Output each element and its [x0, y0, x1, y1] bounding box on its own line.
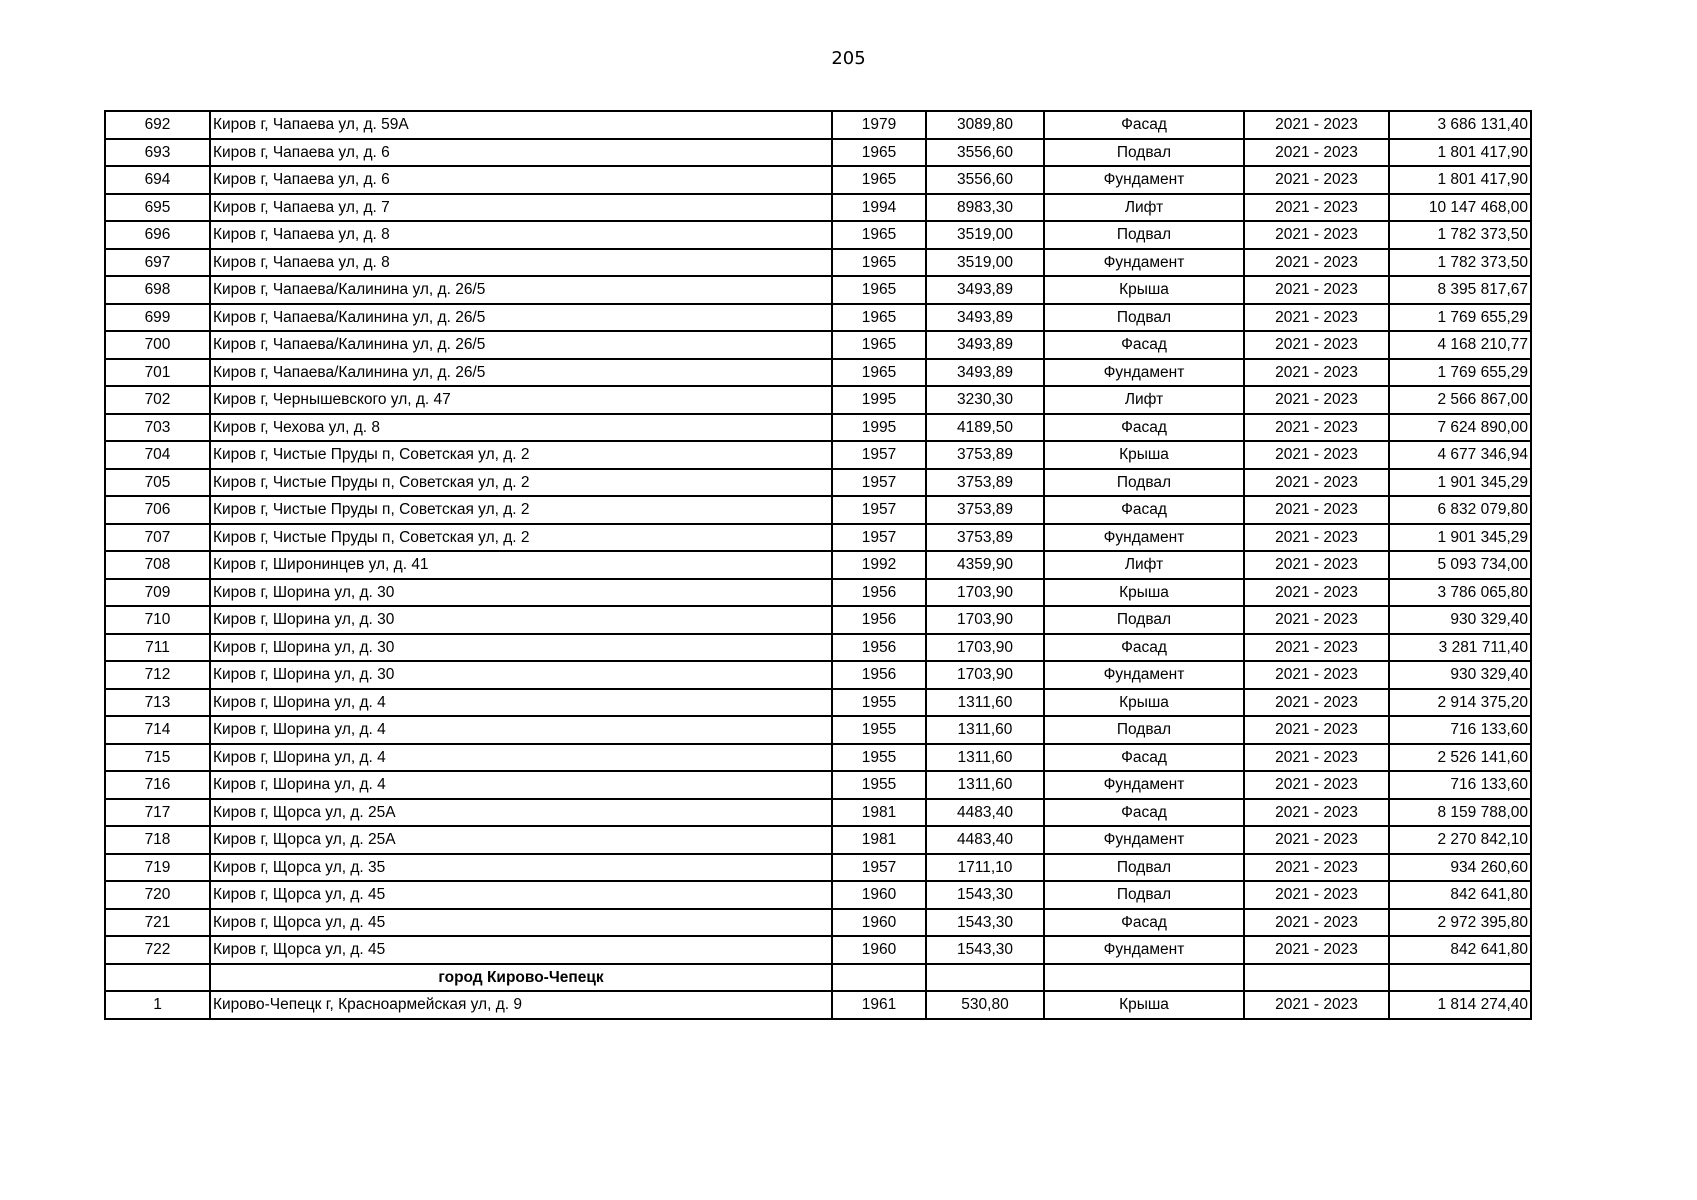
address-cell: Киров г, Шорина ул, д. 4	[210, 744, 832, 772]
row-number: 705	[105, 469, 210, 497]
work-type-cell: Фундамент	[1044, 524, 1244, 552]
cost-cell: 1 801 417,90	[1389, 166, 1531, 194]
table-row	[105, 634, 1531, 662]
year-built-cell: 1956	[832, 579, 926, 607]
address-cell: Киров г, Чапаева ул, д. 8	[210, 249, 832, 277]
cost-cell: 1 769 655,29	[1389, 304, 1531, 332]
cost-cell: 842 641,80	[1389, 881, 1531, 909]
row-number: 699	[105, 304, 210, 332]
year-built-cell: 1957	[832, 524, 926, 552]
period-cell: 2021 - 2023	[1244, 909, 1389, 937]
work-type-cell: Фасад	[1044, 909, 1244, 937]
year-built-cell: 1965	[832, 139, 926, 167]
table-row	[105, 991, 1531, 1019]
cost-cell: 8 395 817,67	[1389, 276, 1531, 304]
area-cell: 1311,60	[926, 689, 1044, 717]
address-cell: Киров г, Чапаева ул, д. 8	[210, 221, 832, 249]
cost-cell: 716 133,60	[1389, 771, 1531, 799]
address-cell: Киров г, Шорина ул, д. 30	[210, 579, 832, 607]
period-cell: 2021 - 2023	[1244, 496, 1389, 524]
table-row	[105, 689, 1531, 717]
row-number: 693	[105, 139, 210, 167]
area-cell: 1703,90	[926, 606, 1044, 634]
period-cell: 2021 - 2023	[1244, 441, 1389, 469]
address-cell: Киров г, Шорина ул, д. 30	[210, 606, 832, 634]
empty-cell	[832, 964, 926, 992]
row-number: 722	[105, 936, 210, 964]
row-number: 703	[105, 414, 210, 442]
row-number: 1	[105, 991, 210, 1019]
work-type-cell: Фундамент	[1044, 661, 1244, 689]
work-type-cell: Крыша	[1044, 991, 1244, 1019]
table-row	[105, 551, 1531, 579]
row-number: 704	[105, 441, 210, 469]
work-type-cell: Фундамент	[1044, 166, 1244, 194]
table-row	[105, 194, 1531, 222]
period-cell: 2021 - 2023	[1244, 331, 1389, 359]
cost-cell: 3 281 711,40	[1389, 634, 1531, 662]
address-cell: Киров г, Шорина ул, д. 4	[210, 771, 832, 799]
year-built-cell: 1956	[832, 606, 926, 634]
period-cell: 2021 - 2023	[1244, 881, 1389, 909]
work-type-cell: Подвал	[1044, 716, 1244, 744]
table-row	[105, 524, 1531, 552]
area-cell: 3753,89	[926, 441, 1044, 469]
area-cell: 1311,60	[926, 771, 1044, 799]
address-cell: Киров г, Чапаева/Калинина ул, д. 26/5	[210, 276, 832, 304]
period-cell: 2021 - 2023	[1244, 111, 1389, 139]
address-cell: Киров г, Чистые Пруды п, Советская ул, д. 2	[210, 469, 832, 497]
row-number: 711	[105, 634, 210, 662]
year-built-cell: 1957	[832, 496, 926, 524]
work-type-cell: Фасад	[1044, 634, 1244, 662]
table-row	[105, 221, 1531, 249]
work-type-cell: Подвал	[1044, 606, 1244, 634]
period-cell: 2021 - 2023	[1244, 166, 1389, 194]
address-cell: Киров г, Шорина ул, д. 30	[210, 634, 832, 662]
year-built-cell: 1955	[832, 689, 926, 717]
row-number: 700	[105, 331, 210, 359]
table-row	[105, 414, 1531, 442]
row-number: 712	[105, 661, 210, 689]
cost-cell: 1 901 345,29	[1389, 524, 1531, 552]
cost-cell: 2 566 867,00	[1389, 386, 1531, 414]
area-cell: 3519,00	[926, 249, 1044, 277]
work-type-cell: Фасад	[1044, 744, 1244, 772]
row-number: 713	[105, 689, 210, 717]
area-cell: 3753,89	[926, 524, 1044, 552]
table-row	[105, 799, 1531, 827]
address-cell: Кирово-Чепецк г, Красноармейская ул, д. 9	[210, 991, 832, 1019]
period-cell: 2021 - 2023	[1244, 854, 1389, 882]
area-cell: 1703,90	[926, 661, 1044, 689]
period-cell: 2021 - 2023	[1244, 249, 1389, 277]
row-number: 697	[105, 249, 210, 277]
cost-cell: 6 832 079,80	[1389, 496, 1531, 524]
work-type-cell: Фасад	[1044, 496, 1244, 524]
address-cell: Киров г, Щорса ул, д. 45	[210, 909, 832, 937]
row-number: 714	[105, 716, 210, 744]
empty-cell	[1044, 964, 1244, 992]
work-type-cell: Подвал	[1044, 221, 1244, 249]
year-built-cell: 1961	[832, 991, 926, 1019]
period-cell: 2021 - 2023	[1244, 716, 1389, 744]
period-cell: 2021 - 2023	[1244, 551, 1389, 579]
work-type-cell: Лифт	[1044, 386, 1244, 414]
address-cell: Киров г, Щорса ул, д. 35	[210, 854, 832, 882]
work-type-cell: Подвал	[1044, 304, 1244, 332]
table-row	[105, 249, 1531, 277]
cost-cell: 930 329,40	[1389, 606, 1531, 634]
area-cell: 3556,60	[926, 166, 1044, 194]
year-built-cell: 1957	[832, 469, 926, 497]
cost-cell: 1 814 274,40	[1389, 991, 1531, 1019]
empty-cell	[1244, 964, 1389, 992]
work-type-cell: Подвал	[1044, 881, 1244, 909]
work-type-cell: Фундамент	[1044, 359, 1244, 387]
period-cell: 2021 - 2023	[1244, 771, 1389, 799]
cost-cell: 1 801 417,90	[1389, 139, 1531, 167]
work-type-cell: Лифт	[1044, 551, 1244, 579]
work-type-cell: Подвал	[1044, 469, 1244, 497]
cost-cell: 10 147 468,00	[1389, 194, 1531, 222]
area-cell: 4359,90	[926, 551, 1044, 579]
period-cell: 2021 - 2023	[1244, 194, 1389, 222]
area-cell: 1711,10	[926, 854, 1044, 882]
table-row	[105, 661, 1531, 689]
year-built-cell: 1956	[832, 634, 926, 662]
row-number: 694	[105, 166, 210, 194]
row-number: 698	[105, 276, 210, 304]
cost-cell: 2 972 395,80	[1389, 909, 1531, 937]
address-cell: Киров г, Чистые Пруды п, Советская ул, д. 2	[210, 496, 832, 524]
area-cell: 1703,90	[926, 634, 1044, 662]
row-number: 715	[105, 744, 210, 772]
cost-cell: 3 786 065,80	[1389, 579, 1531, 607]
year-built-cell: 1965	[832, 221, 926, 249]
work-type-cell: Подвал	[1044, 854, 1244, 882]
row-number: 701	[105, 359, 210, 387]
row-number: 719	[105, 854, 210, 882]
cost-cell: 2 914 375,20	[1389, 689, 1531, 717]
work-type-cell: Фасад	[1044, 331, 1244, 359]
table-row	[105, 496, 1531, 524]
row-number: 716	[105, 771, 210, 799]
cost-cell: 930 329,40	[1389, 661, 1531, 689]
table-row	[105, 936, 1531, 964]
address-cell: Киров г, Чернышевского ул, д. 47	[210, 386, 832, 414]
table-row	[105, 139, 1531, 167]
year-built-cell: 1965	[832, 276, 926, 304]
area-cell: 3230,30	[926, 386, 1044, 414]
cost-cell: 4 168 210,77	[1389, 331, 1531, 359]
address-cell: Киров г, Чехова ул, д. 8	[210, 414, 832, 442]
table-row	[105, 744, 1531, 772]
table-row	[105, 579, 1531, 607]
year-built-cell: 1957	[832, 854, 926, 882]
period-cell: 2021 - 2023	[1244, 634, 1389, 662]
address-cell: Киров г, Шорина ул, д. 4	[210, 689, 832, 717]
period-cell: 2021 - 2023	[1244, 579, 1389, 607]
period-cell: 2021 - 2023	[1244, 826, 1389, 854]
address-cell: Киров г, Чапаева ул, д. 7	[210, 194, 832, 222]
year-built-cell: 1956	[832, 661, 926, 689]
address-cell: Киров г, Шорина ул, д. 30	[210, 661, 832, 689]
repair-schedule-table	[104, 110, 1532, 1020]
year-built-cell: 1995	[832, 414, 926, 442]
row-number: 692	[105, 111, 210, 139]
work-type-cell: Фасад	[1044, 799, 1244, 827]
period-cell: 2021 - 2023	[1244, 386, 1389, 414]
work-type-cell: Фасад	[1044, 111, 1244, 139]
row-number: 720	[105, 881, 210, 909]
row-number: 717	[105, 799, 210, 827]
table-row	[105, 771, 1531, 799]
row-number: 721	[105, 909, 210, 937]
period-cell: 2021 - 2023	[1244, 304, 1389, 332]
cost-cell: 2 526 141,60	[1389, 744, 1531, 772]
area-cell: 1543,30	[926, 936, 1044, 964]
period-cell: 2021 - 2023	[1244, 276, 1389, 304]
work-type-cell: Фундамент	[1044, 771, 1244, 799]
address-cell: Киров г, Чапаева/Калинина ул, д. 26/5	[210, 304, 832, 332]
year-built-cell: 1955	[832, 744, 926, 772]
work-type-cell: Фундамент	[1044, 249, 1244, 277]
row-number: 709	[105, 579, 210, 607]
address-cell: Киров г, Щорса ул, д. 25А	[210, 826, 832, 854]
area-cell: 3493,89	[926, 276, 1044, 304]
address-cell: Киров г, Чистые Пруды п, Советская ул, д. 2	[210, 441, 832, 469]
area-cell: 3753,89	[926, 496, 1044, 524]
row-number: 708	[105, 551, 210, 579]
year-built-cell: 1965	[832, 359, 926, 387]
cost-cell: 3 686 131,40	[1389, 111, 1531, 139]
cost-cell: 1 901 345,29	[1389, 469, 1531, 497]
table-row	[105, 111, 1531, 139]
year-built-cell: 1981	[832, 826, 926, 854]
period-cell: 2021 - 2023	[1244, 606, 1389, 634]
table-row	[105, 331, 1531, 359]
table-row	[105, 826, 1531, 854]
table-row	[105, 469, 1531, 497]
period-cell: 2021 - 2023	[1244, 524, 1389, 552]
address-cell: Киров г, Чапаева/Калинина ул, д. 26/5	[210, 359, 832, 387]
table-row	[105, 441, 1531, 469]
period-cell: 2021 - 2023	[1244, 991, 1389, 1019]
cost-cell: 842 641,80	[1389, 936, 1531, 964]
cost-cell: 8 159 788,00	[1389, 799, 1531, 827]
area-cell: 1311,60	[926, 744, 1044, 772]
table-row	[105, 881, 1531, 909]
year-built-cell: 1960	[832, 881, 926, 909]
area-cell: 1543,30	[926, 881, 1044, 909]
area-cell: 3493,89	[926, 331, 1044, 359]
address-cell: Киров г, Чапаева ул, д. 59А	[210, 111, 832, 139]
area-cell: 3556,60	[926, 139, 1044, 167]
table-row	[105, 359, 1531, 387]
period-cell: 2021 - 2023	[1244, 139, 1389, 167]
cost-cell: 1 769 655,29	[1389, 359, 1531, 387]
area-cell: 1311,60	[926, 716, 1044, 744]
section-header-row	[105, 964, 1531, 992]
table-row	[105, 304, 1531, 332]
row-number: 695	[105, 194, 210, 222]
area-cell: 1703,90	[926, 579, 1044, 607]
area-cell: 8983,30	[926, 194, 1044, 222]
area-cell: 3519,00	[926, 221, 1044, 249]
empty-cell	[926, 964, 1044, 992]
year-built-cell: 1981	[832, 799, 926, 827]
table-row	[105, 166, 1531, 194]
area-cell: 4483,40	[926, 826, 1044, 854]
table-row	[105, 386, 1531, 414]
empty-cell	[105, 964, 210, 992]
area-cell: 3753,89	[926, 469, 1044, 497]
row-number: 706	[105, 496, 210, 524]
work-type-cell: Крыша	[1044, 276, 1244, 304]
area-cell: 4483,40	[926, 799, 1044, 827]
address-cell: Киров г, Чистые Пруды п, Советская ул, д. 2	[210, 524, 832, 552]
year-built-cell: 1979	[832, 111, 926, 139]
row-number: 718	[105, 826, 210, 854]
cost-cell: 2 270 842,10	[1389, 826, 1531, 854]
period-cell: 2021 - 2023	[1244, 744, 1389, 772]
period-cell: 2021 - 2023	[1244, 221, 1389, 249]
work-type-cell: Крыша	[1044, 689, 1244, 717]
address-cell: Киров г, Щорса ул, д. 25А	[210, 799, 832, 827]
year-built-cell: 1955	[832, 716, 926, 744]
row-number: 702	[105, 386, 210, 414]
area-cell: 4189,50	[926, 414, 1044, 442]
work-type-cell: Крыша	[1044, 579, 1244, 607]
cost-cell: 934 260,60	[1389, 854, 1531, 882]
cost-cell: 716 133,60	[1389, 716, 1531, 744]
table-row	[105, 276, 1531, 304]
cost-cell: 4 677 346,94	[1389, 441, 1531, 469]
table-row	[105, 716, 1531, 744]
row-number: 710	[105, 606, 210, 634]
row-number: 707	[105, 524, 210, 552]
address-cell: Киров г, Чапаева ул, д. 6	[210, 139, 832, 167]
year-built-cell: 1957	[832, 441, 926, 469]
period-cell: 2021 - 2023	[1244, 936, 1389, 964]
period-cell: 2021 - 2023	[1244, 359, 1389, 387]
area-cell: 3493,89	[926, 304, 1044, 332]
row-number: 696	[105, 221, 210, 249]
work-type-cell: Подвал	[1044, 139, 1244, 167]
year-built-cell: 1960	[832, 909, 926, 937]
year-built-cell: 1960	[832, 936, 926, 964]
area-cell: 3089,80	[926, 111, 1044, 139]
section-title: город Кирово-Чепецк	[210, 964, 832, 992]
table-row	[105, 909, 1531, 937]
period-cell: 2021 - 2023	[1244, 469, 1389, 497]
cost-cell: 1 782 373,50	[1389, 249, 1531, 277]
address-cell: Киров г, Щорса ул, д. 45	[210, 936, 832, 964]
work-type-cell: Фундамент	[1044, 826, 1244, 854]
cost-cell: 7 624 890,00	[1389, 414, 1531, 442]
address-cell: Киров г, Чапаева/Калинина ул, д. 26/5	[210, 331, 832, 359]
year-built-cell: 1992	[832, 551, 926, 579]
cost-cell: 5 093 734,00	[1389, 551, 1531, 579]
year-built-cell: 1994	[832, 194, 926, 222]
table-row	[105, 606, 1531, 634]
period-cell: 2021 - 2023	[1244, 661, 1389, 689]
period-cell: 2021 - 2023	[1244, 689, 1389, 717]
empty-cell	[1389, 964, 1531, 992]
period-cell: 2021 - 2023	[1244, 799, 1389, 827]
work-type-cell: Крыша	[1044, 441, 1244, 469]
area-cell: 3493,89	[926, 359, 1044, 387]
area-cell: 530,80	[926, 991, 1044, 1019]
work-type-cell: Фундамент	[1044, 936, 1244, 964]
area-cell: 1543,30	[926, 909, 1044, 937]
address-cell: Киров г, Чапаева ул, д. 6	[210, 166, 832, 194]
year-built-cell: 1955	[832, 771, 926, 799]
year-built-cell: 1965	[832, 166, 926, 194]
cost-cell: 1 782 373,50	[1389, 221, 1531, 249]
year-built-cell: 1995	[832, 386, 926, 414]
address-cell: Киров г, Широнинцев ул, д. 41	[210, 551, 832, 579]
page-number: 205	[831, 48, 866, 69]
year-built-cell: 1965	[832, 304, 926, 332]
work-type-cell: Фасад	[1044, 414, 1244, 442]
year-built-cell: 1965	[832, 331, 926, 359]
period-cell: 2021 - 2023	[1244, 414, 1389, 442]
address-cell: Киров г, Щорса ул, д. 45	[210, 881, 832, 909]
address-cell: Киров г, Шорина ул, д. 4	[210, 716, 832, 744]
year-built-cell: 1965	[832, 249, 926, 277]
work-type-cell: Лифт	[1044, 194, 1244, 222]
table-row	[105, 854, 1531, 882]
